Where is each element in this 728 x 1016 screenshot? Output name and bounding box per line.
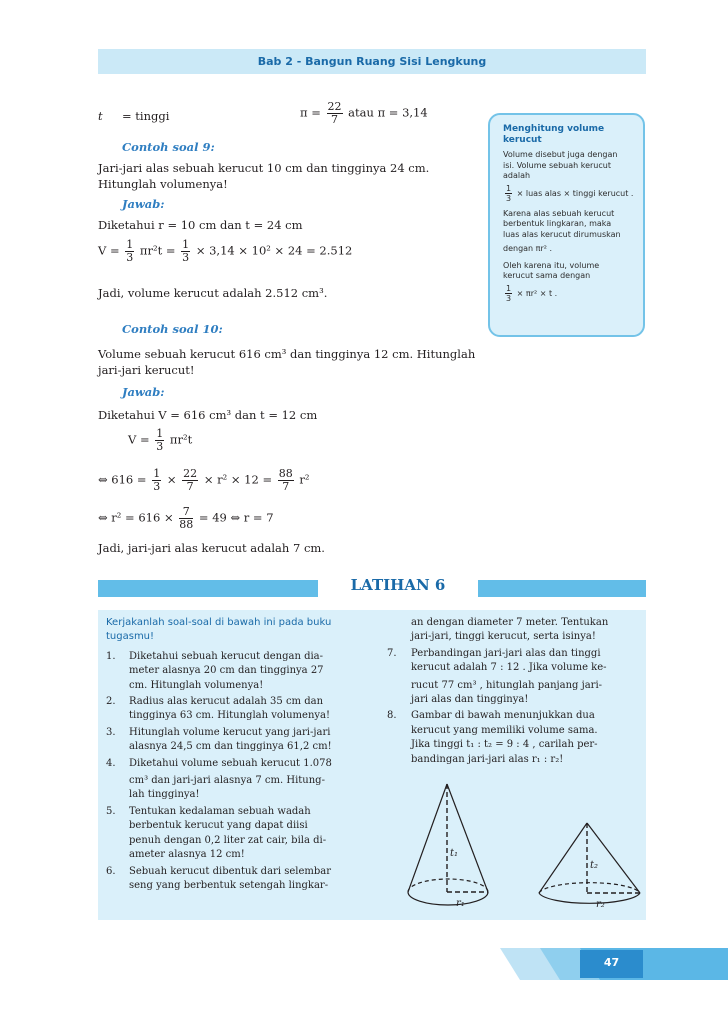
eq-lhs: V = <box>98 243 120 258</box>
question-text-line: kerucut yang memiliki volume sama. <box>411 724 598 736</box>
question-text-line: kerucut adalah 7 : 12 . Jika volume ke- <box>411 662 607 674</box>
frac-denominator: 3 <box>506 193 512 203</box>
question-text-line: meter alasnya 20 cm dan tingginya 27 <box>129 665 324 677</box>
question-text-line: Sebuah kerucut dibentuk dari selembar <box>129 865 331 877</box>
step-rhs: r² <box>299 472 310 487</box>
exercise-right-column <box>387 616 639 767</box>
question-text-line: rucut 77 cm³ , hitunglah panjang jari- <box>411 679 603 691</box>
example-10-step-1 <box>128 428 192 453</box>
example-9-known: Diketahui r = 10 cm dan t = 24 cm <box>98 218 303 232</box>
question-7 <box>387 647 639 708</box>
question-text-line: Hitunglah volume kerucut yang jari-jari <box>129 726 331 738</box>
formula-rest: × πr² × t . <box>516 288 558 298</box>
step-lhs: ⇔ 616 = <box>98 472 147 487</box>
example-9-conclusion: Jadi, volume kerucut adalah 2.512 cm³. <box>98 286 328 300</box>
info-box-title-1: Menghitung volume <box>503 124 605 134</box>
info-text-9: kerucut sama dengan <box>503 271 591 280</box>
formula-rest: × luas alas × tinggi kerucut . <box>516 188 634 198</box>
frac-numerator: 1 <box>182 238 190 251</box>
frac-denominator: 3 <box>182 251 190 264</box>
question-text-line: Jika tinggi t₁ : t₂ = 9 : 4 , carilah per- <box>411 739 598 751</box>
question-text-line: Gambar di bawah menunjukkan dua <box>411 710 595 722</box>
question-4 <box>106 757 376 803</box>
frac-denominator: 3 <box>126 251 134 264</box>
question-6-continued <box>387 616 639 645</box>
example-10-known: Diketahui V = 616 cm³ dan t = 12 cm <box>98 408 318 422</box>
times-sign: × <box>166 472 177 487</box>
info-text-4: Karena alas sebuah kerucut <box>503 208 615 218</box>
pi-lhs: π = <box>300 105 321 120</box>
question-text-line: Diketahui sebuah kerucut dengan dia- <box>129 650 324 662</box>
frac-denominator: 3 <box>153 480 161 493</box>
info-text-6: luas alas kerucut dirumuskan <box>503 229 621 239</box>
question-text-line: Diketahui volume sebuah kerucut 1.078 <box>129 757 332 769</box>
question-8 <box>387 709 639 767</box>
exercise-title: LATIHAN 6 <box>350 576 446 594</box>
question-1 <box>106 650 376 693</box>
question-text-line: Perbandingan jari-jari alas dan tinggi <box>411 647 601 659</box>
frac-denominator: 3 <box>156 440 164 453</box>
frac-numerator: 1 <box>126 238 134 251</box>
question-number: 4. <box>106 757 116 769</box>
example-10-step-2 <box>98 468 310 493</box>
eq-part-1: πr²t = <box>139 243 176 258</box>
question-5 <box>106 805 376 863</box>
t-definition: = tinggi <box>122 109 170 123</box>
example-9-problem-line-1: Jari-jari alas sebuah kerucut 10 cm dan tingginya 24 cm. <box>98 161 430 175</box>
example-9-problem-line-2: Hitunglah volumenya! <box>98 177 228 191</box>
example-9-equation <box>98 239 352 264</box>
question-text-line: jari alas dan tingginya! <box>411 694 529 706</box>
cone-2-radius-label: r₂ <box>596 899 605 910</box>
cone-1-radius-label: r₁ <box>456 898 465 909</box>
question-text-line: penuh dengan 0,2 liter zat cair, bila di- <box>129 834 327 846</box>
example-10-conclusion: Jadi, jari-jari alas kerucut adalah 7 cm. <box>98 541 325 555</box>
question-text-line: cm³ dan jari-jari alasnya 7 cm. Hitung- <box>129 775 325 787</box>
question-2 <box>106 695 376 724</box>
eq-part-2: × 3,14 × 10² × 24 = 2.512 <box>195 243 353 258</box>
question-text-line: seng yang berbentuk setengah lingkar- <box>129 879 329 891</box>
info-box-title-2: kerucut <box>503 135 542 145</box>
example-10-problem-line-1: Volume sebuah kerucut 616 cm³ dan tingginya 12 cm. Hitunglah <box>98 347 476 361</box>
info-text-8: Oleh karena itu, volume <box>503 260 600 270</box>
question-number: 1. <box>106 650 116 662</box>
question-number: 6. <box>106 865 116 877</box>
frac-denominator: 88 <box>179 518 194 531</box>
question-text-line: ameter alasnya 12 cm! <box>129 849 245 861</box>
info-formula-2 <box>503 284 641 303</box>
frac-denominator: 7 <box>186 480 194 493</box>
question-text-line: alasnya 24,5 cm dan tingginya 61,2 cm! <box>129 741 332 753</box>
pi-rhs: atau π = 3,14 <box>348 105 428 120</box>
question-3 <box>106 726 376 755</box>
frac-numerator: 1 <box>156 427 164 440</box>
question-6 <box>106 865 376 894</box>
question-number: 5. <box>106 805 116 817</box>
question-number: 8. <box>387 710 397 722</box>
example-9-heading: Contoh soal 9: <box>122 140 215 154</box>
frac-numerator: 1 <box>506 283 512 293</box>
pi-definition <box>300 101 428 126</box>
example-10-problem-line-2: jari-jari kerucut! <box>98 363 195 377</box>
example-10-heading: Contoh soal 10: <box>122 322 223 336</box>
exercise-left-column <box>106 616 376 893</box>
frac-denominator: 3 <box>506 293 512 303</box>
frac-denominator: 7 <box>282 480 290 493</box>
cone-1-height-label: t₁ <box>450 848 459 859</box>
question-number: 3. <box>106 726 116 738</box>
example-10-step-3 <box>98 506 274 531</box>
info-box-content <box>503 124 641 303</box>
question-text-line: lah tingginya! <box>129 789 200 801</box>
step-rhs: πr²t <box>169 432 193 447</box>
pi-denominator: 7 <box>331 113 339 126</box>
step-middle: × r² × 12 = <box>203 472 273 487</box>
cone-1 <box>408 784 488 909</box>
info-text-2: isi. Volume sebuah kerucut <box>503 160 611 170</box>
example-9-answer-heading: Jawab: <box>122 197 165 211</box>
info-text-1: Volume disebut juga dengan <box>503 150 618 159</box>
step-rhs: = 49 ⇔ r = 7 <box>198 510 274 525</box>
chapter-title: Bab 2 - Bangun Ruang Sisi Lengkung <box>257 55 487 68</box>
question-text-line: cm. Hitunglah volumenya! <box>129 679 264 691</box>
frac-numerator: 7 <box>179 506 193 519</box>
frac-numerator: 1 <box>506 183 512 193</box>
page-number: 47 <box>603 956 620 969</box>
question-text-line: jari-jari, tinggi kerucut, serta isinya! <box>411 631 596 643</box>
info-text-5: berbentuk lingkaran, maka <box>503 219 612 228</box>
question-text-line: bandingan jari-jari alas r₁ : r₂! <box>411 753 564 765</box>
frac-numerator: 22 <box>183 467 198 480</box>
step-lhs: V = <box>128 432 150 447</box>
question-text-line: berbentuk kerucut yang dapat diisi <box>129 820 308 832</box>
exercise-instruction-1: Kerjakanlah soal-soal di bawah ini pada buku <box>106 617 332 628</box>
step-lhs: ⇔ r² = 616 × <box>98 510 174 525</box>
pi-numerator: 22 <box>327 100 342 113</box>
t-variable: t <box>98 109 103 123</box>
exercise-instruction-2: tugasmu! <box>106 631 155 643</box>
cone-2-height-label: t₂ <box>590 860 599 871</box>
question-number: 2. <box>106 696 116 708</box>
question-text-line: an dengan diameter 7 meter. Tentukan <box>411 617 609 628</box>
cone-2 <box>539 823 640 910</box>
example-10-answer-heading: Jawab: <box>122 385 165 399</box>
info-text-7: dengan πr² . <box>503 244 553 253</box>
question-text-line: tingginya 63 cm. Hitunglah volumenya! <box>129 710 331 722</box>
frac-numerator: 88 <box>278 467 293 480</box>
question-text-line: Radius alas kerucut adalah 35 cm dan <box>129 696 324 708</box>
frac-numerator: 1 <box>153 467 161 480</box>
question-number: 7. <box>387 647 397 659</box>
info-formula-1 <box>503 184 641 203</box>
info-text-3: adalah <box>503 171 531 180</box>
cone-figures <box>400 776 650 914</box>
question-text-line: Tentukan kedalaman sebuah wadah <box>129 805 311 817</box>
